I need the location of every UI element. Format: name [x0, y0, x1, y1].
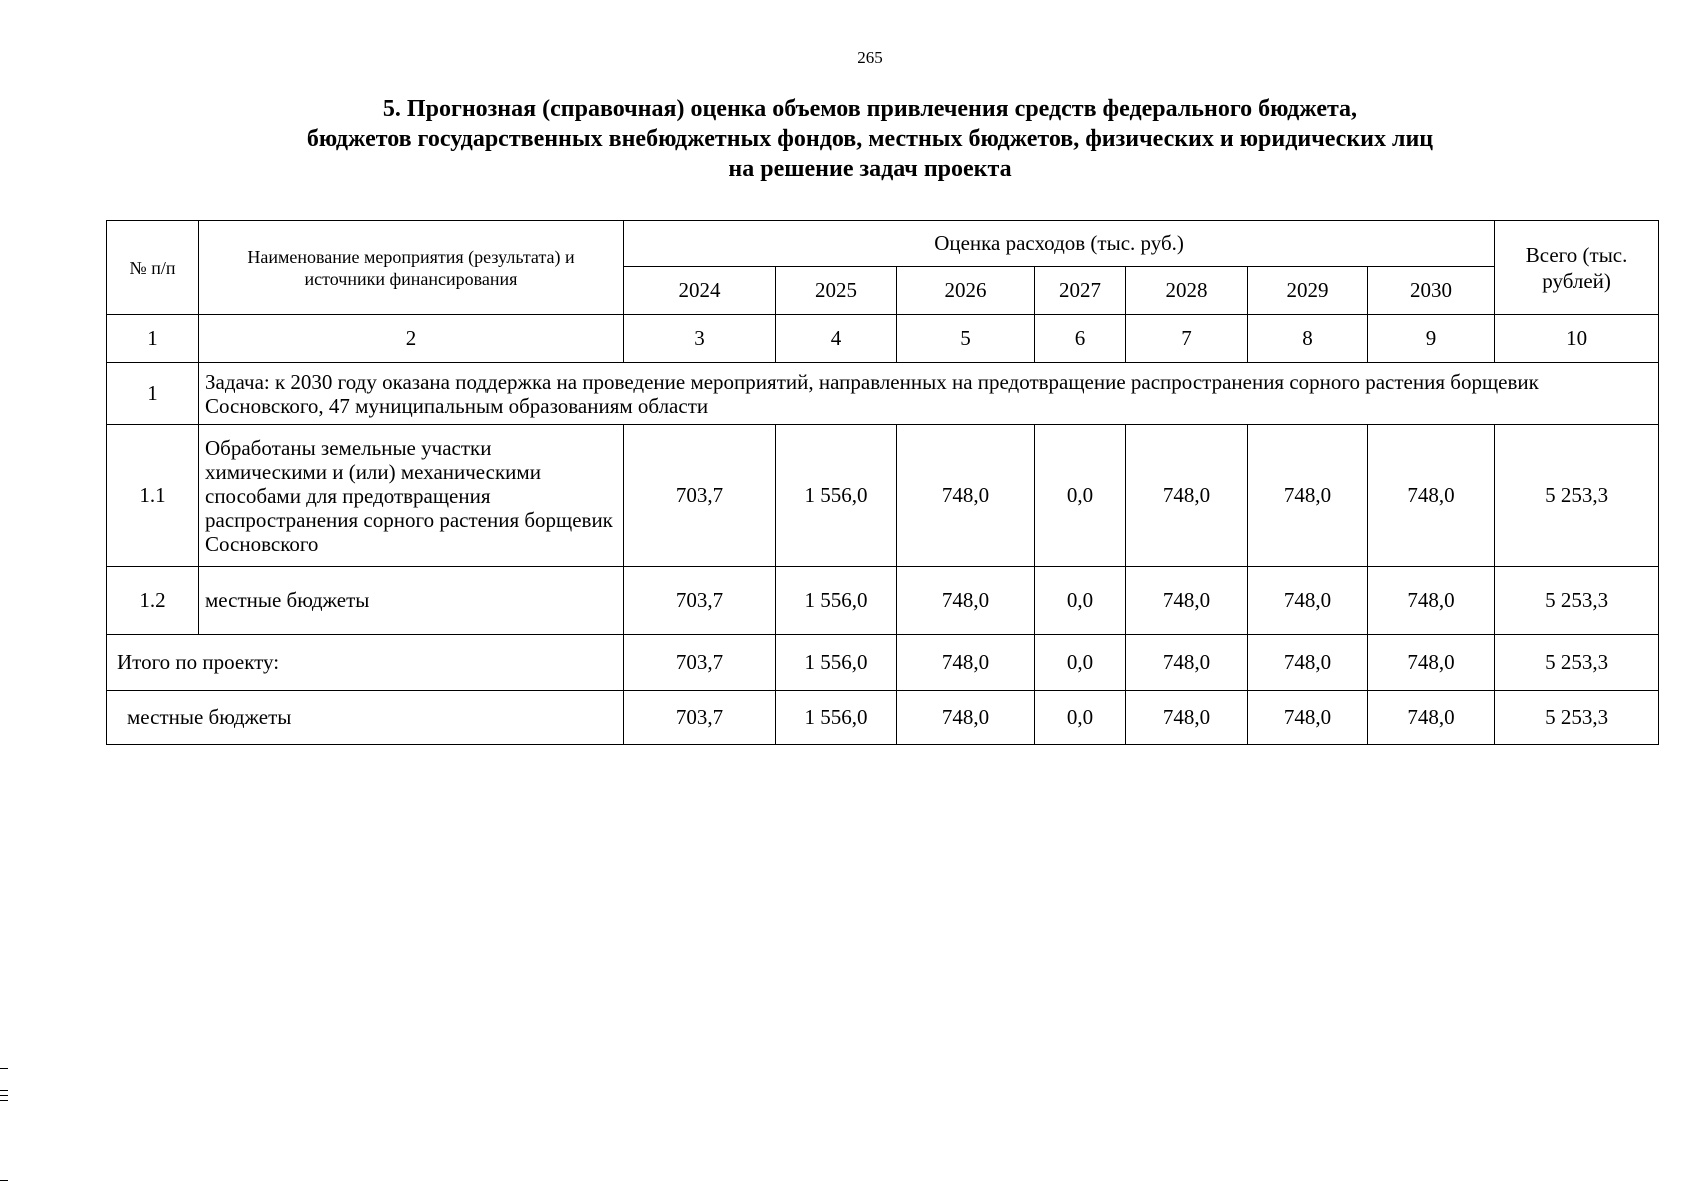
column-number: 3 [624, 315, 776, 363]
margin-mark [0, 1095, 8, 1096]
margin-mark [0, 1068, 8, 1069]
row-num: 1.2 [107, 567, 199, 635]
summary-label: Итого по проекту: [107, 635, 624, 691]
summary-value: 0,0 [1035, 635, 1126, 691]
column-number: 8 [1248, 315, 1368, 363]
margin-mark [0, 1090, 8, 1091]
summary-total: 5 253,3 [1495, 635, 1659, 691]
row-name: местные бюджеты [199, 567, 624, 635]
header-year: 2027 [1035, 267, 1126, 315]
summary-value: 748,0 [1248, 635, 1368, 691]
title-line-2: бюджетов государственных внебюджетных фондов, местных бюджетов, физических и юридических лиц [306, 126, 1434, 152]
header-year: 2030 [1368, 267, 1495, 315]
table-row [107, 425, 1659, 567]
summary-value: 748,0 [897, 635, 1035, 691]
summary-value: 748,0 [1248, 691, 1368, 745]
task-text: Задача: к 2030 году оказана поддержка на проведение мероприятий, направленных на предотвращение распространения сорного растения борщевик Сосновского, 47 муниципальным образованиям области [199, 363, 1659, 425]
summary-row-total [107, 635, 1659, 691]
column-number: 2 [199, 315, 624, 363]
row-total: 5 253,3 [1495, 567, 1659, 635]
header-name: Наименование мероприятия (результата) и источники финансирования [199, 221, 624, 315]
column-number: 9 [1368, 315, 1495, 363]
summary-value: 703,7 [624, 691, 776, 745]
summary-value: 748,0 [1126, 635, 1248, 691]
document-title [0, 94, 1697, 184]
header-estimate: Оценка расходов (тыс. руб.) [624, 221, 1495, 267]
header-year: 2025 [776, 267, 897, 315]
column-number: 5 [897, 315, 1035, 363]
row-value: 1 556,0 [776, 567, 897, 635]
row-value: 0,0 [1035, 567, 1126, 635]
column-number: 6 [1035, 315, 1126, 363]
row-value: 748,0 [1248, 567, 1368, 635]
row-value: 0,0 [1035, 425, 1126, 567]
summary-total: 5 253,3 [1495, 691, 1659, 745]
header-year: 2026 [897, 267, 1035, 315]
column-number-row [107, 315, 1659, 363]
task-num: 1 [107, 363, 199, 425]
margin-mark [0, 1180, 8, 1181]
row-value: 703,7 [624, 425, 776, 567]
column-number: 1 [107, 315, 199, 363]
summary-value: 1 556,0 [776, 691, 897, 745]
header-row-1 [107, 221, 1659, 267]
title-line-1: 5. Прогнозная (справочная) оценка объемов привлечения средств федерального бюджета, [382, 96, 1358, 122]
row-value: 748,0 [1368, 567, 1495, 635]
column-number: 4 [776, 315, 897, 363]
row-value: 748,0 [1126, 425, 1248, 567]
row-num: 1.1 [107, 425, 199, 567]
row-value: 748,0 [1248, 425, 1368, 567]
task-row [107, 363, 1659, 425]
row-value: 748,0 [897, 425, 1035, 567]
summary-row-local [107, 691, 1659, 745]
summary-label: местные бюджеты [107, 691, 624, 745]
column-number: 7 [1126, 315, 1248, 363]
header-total: Всего (тыс. рублей) [1495, 221, 1659, 315]
row-name: Обработаны земельные участки химическими и (или) механическими способами для предотвращения распространения сорного растения борщевик Сосновского [199, 425, 624, 567]
summary-value: 703,7 [624, 635, 776, 691]
row-value: 748,0 [1126, 567, 1248, 635]
header-num: № п/п [107, 221, 199, 315]
row-total: 5 253,3 [1495, 425, 1659, 567]
page-number: 265 [857, 48, 883, 67]
margin-mark [0, 1100, 8, 1101]
budget-table [106, 220, 1659, 745]
summary-value: 0,0 [1035, 691, 1126, 745]
summary-value: 748,0 [1368, 691, 1495, 745]
summary-value: 748,0 [1126, 691, 1248, 745]
header-year: 2024 [624, 267, 776, 315]
row-value: 1 556,0 [776, 425, 897, 567]
title-line-3: на решение задач проекта [728, 156, 1012, 182]
row-value: 703,7 [624, 567, 776, 635]
column-number: 10 [1495, 315, 1659, 363]
row-value: 748,0 [1368, 425, 1495, 567]
summary-value: 1 556,0 [776, 635, 897, 691]
row-value: 748,0 [897, 567, 1035, 635]
summary-value: 748,0 [1368, 635, 1495, 691]
table-row [107, 567, 1659, 635]
summary-value: 748,0 [897, 691, 1035, 745]
header-year: 2028 [1126, 267, 1248, 315]
header-year: 2029 [1248, 267, 1368, 315]
